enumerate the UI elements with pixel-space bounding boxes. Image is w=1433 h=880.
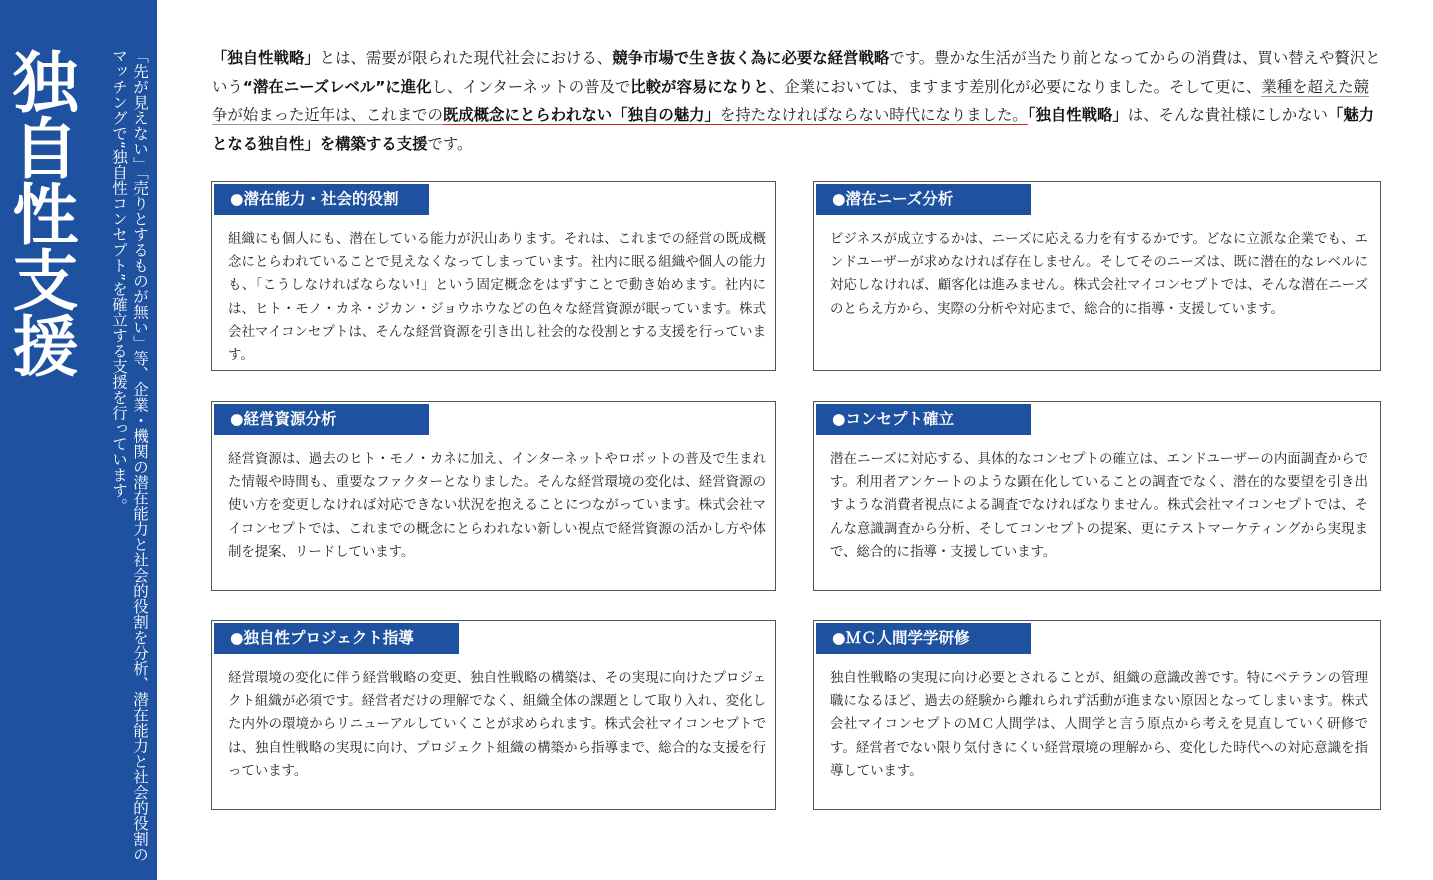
card-potential-ability <box>211 181 776 371</box>
intro-text: し、インターネットの普及で <box>431 77 631 96</box>
intro-text: とは、需要が限られた現代社会における、 <box>319 49 613 67</box>
intro-text: です。 <box>427 134 473 153</box>
intro-emphasis: “潜在ニーズレベル”に進化 <box>242 77 432 96</box>
card-title: ●潜在能力・社会的役割 <box>214 184 429 215</box>
card-title: ●ＭＣ人間学学研修 <box>816 623 1031 654</box>
card-body: 経営資源は、過去のヒト・モノ・カネに加え、インターネットやロボットの普及で生まれた情報や時間も、重要なファクターとなりました。そんな経営環境の変化は、経営資源の使い方を変更しなければ対応できない状況を抱えることにつながっています。株式会社マイコンセプトでは、これまでの概念にとらわれない新しい視点で経営資源の活かし方や体制を提案、リードしています。 <box>228 452 766 560</box>
intro-text: です。豊かな生活が当たり前となってからの消費は、買い替えや贅沢という <box>212 49 1381 96</box>
card-title: ●独自性プロジェクト指導 <box>214 623 459 654</box>
intro-emphasis: 比較が容易になりと <box>630 77 769 96</box>
sidebar-title: 独自性支援 <box>1 48 78 378</box>
intro-paragraph <box>212 44 1382 158</box>
intro-emphasis: 競争市場で生き抜く為に必要な経営戦略 <box>612 49 890 67</box>
intro-text: 、企業においては、ますます差別化が必要になりました。そして更に、 <box>768 77 1262 96</box>
card-title: ●コンセプト確立 <box>816 404 1031 435</box>
card-body: 組織にも個人にも、潜在している能力が沢山あります。それは、これまでの経営の既成概念にとらわれていることで見えなくなってしまっています。社内に眠る組織や個人の能力も、「こうしなければならない!」という固定概念をはずすことで動き始めます。社内には、ヒト・モノ・カネ・ジカン・ジョウホウなどの色々な経営資源が眠っています。株式会社マイコンセプトは、そんな経営資源を引き出し社会的な役割とする支援を行っています。 <box>228 232 766 364</box>
intro-strategy-term: 「独自性戦略」 <box>1027 106 1128 124</box>
card-mc-training <box>813 620 1381 810</box>
card-project-guidance <box>211 620 776 810</box>
card-title: ●経営資源分析 <box>214 404 429 435</box>
intro-text: は、そんな貴社様にしかない <box>1127 106 1328 124</box>
intro-underlined-text: 業種を超えた競争が始まった近年は、これまでの <box>212 77 1370 124</box>
card-management-resources <box>211 401 776 591</box>
intro-underlined-text: を持たなければならない時代になりました。 <box>719 106 1028 124</box>
card-body: 独自性戦略の実現に向け必要とされることが、組織の意識改善です。特にベテランの管理職になるほど、過去の経験から離れられず活動が進まない原因となってしまいます。株式会社マイコンセプトのＭＣ人間学は、人間学と言う原点から考えを見直していく研修です。経営者でない限り気付きにくい経営環境の理解から、変化した時代への対応意識を指導しています。 <box>830 671 1368 779</box>
sidebar-description: 「先が見えない」「売りとするものが無い」等、企業・機関の潜在能力と社会的役割を分析、潜在能力と社会的役割のマッチングで“独自性コンセプト”を確立する支援を行っています。 <box>110 48 149 862</box>
card-concept-establishment <box>813 401 1381 591</box>
card-body: ビジネスが成立するかは、ニーズに応える力を有するかです。どなに立派な企業でも、エンドユーザーが求めなければ存在しません。そしてそのニーズは、既に潜在的なレベルに対応しなければ、顧客化は進みません。株式会社マイコンセプトでは、そんな潜在ニーズのとらえ方から、実際の分析や対応まで、総合的に指導・支援しています。 <box>830 232 1368 317</box>
intro-emphasis: 「魅力となる独自性」を構築する支援 <box>212 106 1375 153</box>
card-latent-needs <box>813 181 1381 371</box>
card-body: 経営環境の変化に伴う経営戦略の変更、独自性戦略の構築は、その実現に向けたプロジェクト組織が必須です。経営者だけの理解でなく、組織全体の課題として取り入れ、変化した内外の環境からリニューアルしていくことが求められます。株式会社マイコンセプトでは、独自性戦略の実現に向け、プロジェクト組織の構築から指導まで、総合的な支援を行っています。 <box>228 671 766 779</box>
intro-strategy-term: 「独自性戦略」 <box>212 49 320 67</box>
sidebar-panel <box>0 0 157 880</box>
intro-emphasis-underlined: 既成概念にとらわれない「独自の魅力」 <box>442 106 720 124</box>
card-body: 潜在ニーズに対応する、具体的なコンセプトの確立は、エンドユーザーの内面調査からです。利用者アンケートのような顕在化していることの調査でなく、潜在的な要望を引き出すような消費者視点による調査でなければなりません。株式会社マイコンセプトでは、そんな意識調査から分析、そしてコンセプトの提案、更にテストマーケティングから実現まで、総合的に指導・支援しています。 <box>830 452 1368 560</box>
card-title: ●潜在ニーズ分析 <box>816 184 1031 215</box>
